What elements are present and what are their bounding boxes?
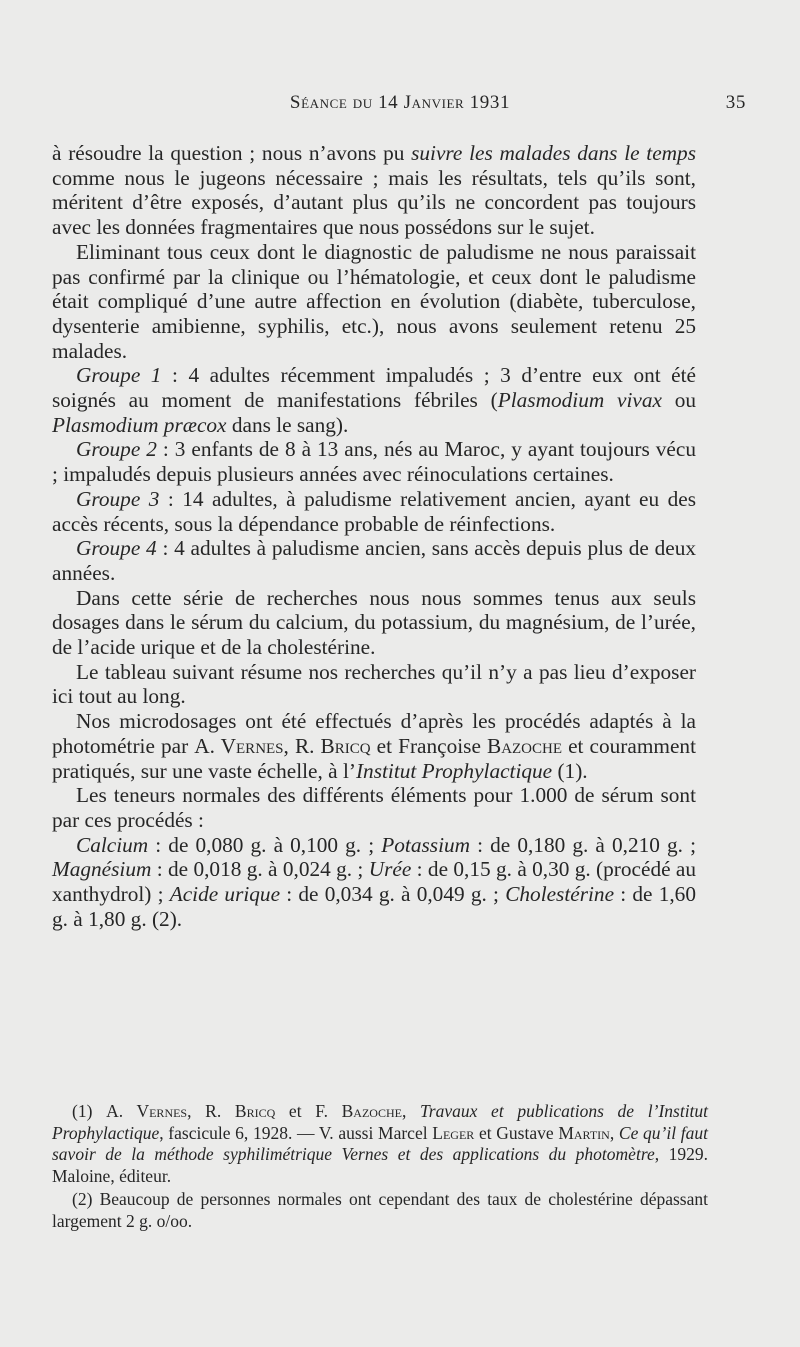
element-label: Potassium [381,832,471,857]
paragraph-7: Dans cette série de recherches nous nous sommes tenus aux seuls dosages dans le sérum du calcium, du potassium, du magnésium, de l’urée, de l’acide urique et de la cholestérine. [52,585,696,660]
header-title: Séance du 14 Janvier 1931 [289,92,511,113]
text: : 14 adultes, à paludisme relativement ancien, ayant eu des accès récents, sous la dépendance probable de réinfections. [52,486,696,536]
text: : 4 adultes récemment impaludés ; 3 d’entre eux ont été soignés au moment de manifestations fébriles ( [52,363,697,413]
author-name: R. Bricq [205,1101,276,1121]
author-name: A. Vernes [106,1101,188,1121]
paragraph-groupe-3 [52,487,696,536]
paragraph-groupe-1 [52,363,696,437]
paragraph-groupe-4 [52,536,696,585]
author-name: F. Bazoche [315,1101,402,1121]
element-value: : de 0,180 g. à 0,210 g. ; [470,832,696,857]
text: à résoudre la question ; nous n’avons pu [52,141,412,165]
text: , fascicule 6, 1928. — V. aussi Marcel [159,1122,433,1143]
page-number: 35 [725,92,746,113]
text: , 1929. Maloine, éditeur. [52,1144,709,1186]
element-value: : de 0,018 g. à 0,024 g. ; [151,857,369,882]
element-value: : de 0,034 g. à 0,049 g. ; [280,882,506,907]
text: Nos microdosages ont été effectués d’après les procédés adaptés à la photométrie par [52,709,696,758]
text: dans le sang). [226,412,349,437]
footnote-2: (2) Beaucoup de personnes normales ont cependant des taux de cholestérine dépassant largement 2 g. o/oo. [52,1189,708,1231]
italic-text: Plasmodium vivax [497,388,662,413]
text: comme nous le jugeons nécessaire ; mais les résultats, tels qu’ils sont, méritent d’être exposés, d’autant plus qu’ils ne concordent pas toujours avec les données fragmentaires que nous possédons sur le sujet. [52,165,696,240]
footnote-1 [52,1101,708,1187]
text: (1) [72,1101,107,1121]
text: et Gustave [474,1122,559,1143]
paragraph-10: Les teneurs normales des différents éléments pour 1.000 de sérum sont par ces procédés : [52,783,696,832]
group-label: Groupe 4 [76,536,157,561]
element-value: : de 0,080 g. à 0,100 g. ; [148,832,382,857]
paragraph-9 [52,709,696,783]
paragraph-1 [52,141,696,240]
text: ou [661,388,696,413]
text: et [275,1101,316,1121]
element-label: Urée [368,857,412,882]
author-name: Martin [558,1122,610,1143]
body-text [52,141,696,932]
group-label: Groupe 2 [76,437,157,462]
paragraph-groupe-2 [52,437,696,486]
author-name: A. Vernes [194,733,284,758]
italic-text: Ce qu’il faut savoir de la méthode syphilimétrique Vernes et des applications du photomètre [52,1122,708,1164]
paragraph-2: Eliminant tous ceux dont le diagnostic de paludisme ne nous paraissait pas confirmé par la clinique ou l’hématologie, et ceux dont le paludisme était compliqué d’une autre affection en évolution (diabète, tuberculose, dysenterie amibienne, syphilis, etc.), nous avons seulement retenu 25 malades. [52,239,696,363]
italic-text: Plasmodium præcox [52,412,227,437]
text: : 4 adultes à paludisme ancien, sans accès depuis plus de deux années. [52,536,696,585]
text: (1). [552,758,588,783]
element-value: : de 1,60 g. à 1,80 g. (2). [52,882,696,931]
paragraph-normal-values [52,833,696,932]
element-label: Cholestérine [505,882,615,907]
italic-text: suivre les malades dans le temps [411,141,696,165]
italic-text: Travaux et publications de l’Institut Prophylactique [52,1101,709,1143]
element-label: Acide urique [169,882,281,907]
text: et Françoise [370,733,487,758]
italic-text: Institut Prophylactique [355,758,553,783]
text: , [401,1101,421,1121]
text: , [283,733,295,758]
text: : 3 enfants de 8 à 13 ans, nés au Maroc, y ayant toujours vécu ; impaludés depuis plusieurs années avec réinoculations certaines. [52,437,696,487]
running-header [0,92,800,118]
group-label: Groupe 1 [76,363,162,388]
paragraph-8: Le tableau suivant résume nos recherches qu’il n’y a pas lieu d’exposer ici tout au long. [52,659,696,709]
element-label: Magnésium [52,857,152,882]
text: et couramment pratiqués, sur une vaste échelle, à l’ [52,733,696,783]
element-value: : de 0,15 g. à 0,30 g. (procédé au xanthydrol) ; [52,857,697,907]
group-label: Groupe 3 [76,486,160,511]
element-label: Calcium [76,832,149,857]
author-name: Bazoche [486,733,563,758]
author-name: R. Bricq [294,733,371,758]
text: , [187,1101,206,1121]
author-name: Leger [432,1122,475,1143]
footnotes [52,1101,708,1232]
text: , [609,1122,619,1143]
